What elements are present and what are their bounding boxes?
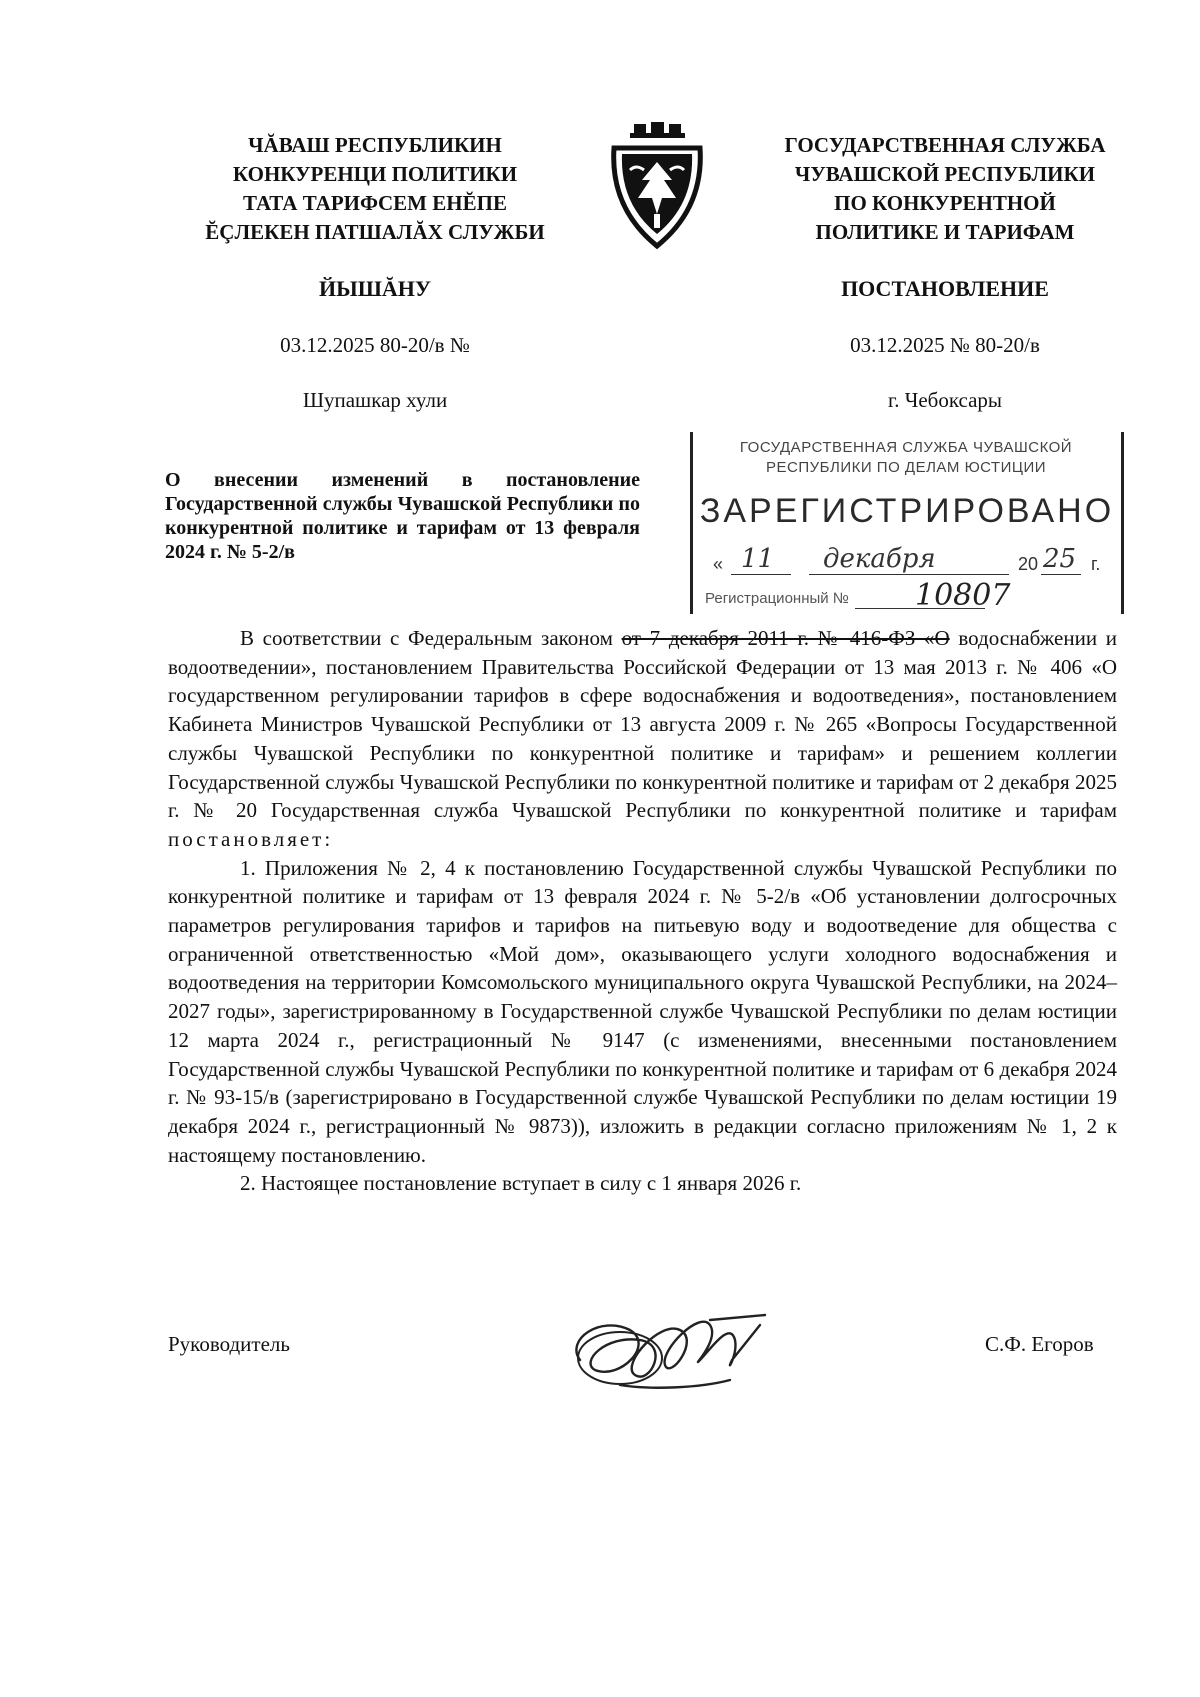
- stamp-date-year-prefix: 20: [1018, 554, 1039, 574]
- doc-date-russian: 03.12.2025 № 80-20/в: [850, 333, 1040, 357]
- stamp-registered-label: ЗАРЕГИСТРИРОВАНО: [699, 492, 1115, 530]
- city-chuvash: Шупашкар хули: [302, 388, 448, 412]
- header-right-line-1: ГОСУДАРСТВЕННАЯ СЛУЖБА: [784, 133, 1106, 157]
- city-russian: г. Чебоксары: [887, 388, 1003, 412]
- stamp-reg-label: Регистрационный №: [705, 590, 849, 607]
- stamp-date: [713, 544, 1113, 578]
- header-right-block: [740, 131, 1150, 247]
- stamp-org-line-1: ГОСУДАРСТВЕННАЯ СЛУЖБА ЧУВАШСКОЙ: [739, 439, 1073, 456]
- preamble-strikethrough: от 7 декабря 2011 г. № 416-ФЗ «О: [621, 626, 950, 650]
- doctype-chuvash: ЙЫШĂНУ: [318, 276, 432, 301]
- paragraph-item-1: 1. Приложения № 2, 4 к постановлению Государственной службы Чувашской Республики по конкурентной политике и тарифам от 13 февраля 2024 г. № 5-2/в «Об установлении долгосрочных параметров регулирования тарифов и тарифов на питьевую воду и водоотведение для общества с ограниченной ответственностью «Мой дом», оказывающего услуги холодного водоснабжения и водоотведения на территории Комсомольского муниципального округа Чувашской Республики, на 2024–2027 годы», зарегистрированному в Государственной службе Чувашской Республики по делам юстиции 12 марта 2024 г., регистрационный № 9147 (с изменениями, внесенными постановлением Государственной службы Чувашской Республики по конкурентной политике и тарифам от 6 декабря 2024 г. № 93-15/в (зарегистрировано в Государственной службе Чувашской Республики по делам юстиции 19 декабря 2024 г., регистрационный № 9873)), изложить в редакции согласно приложениям № 1, 2 к настоящему постановлению.: [168, 855, 1117, 1167]
- preamble-end: :: [324, 826, 331, 851]
- paragraph-preamble: [168, 624, 1117, 854]
- stamp-date-suffix: г.: [1091, 554, 1101, 574]
- stamp-day-underline: [731, 574, 791, 575]
- stamp-date-day: 11: [741, 544, 775, 574]
- handwritten-signature: [560, 1290, 780, 1400]
- stamp-date-month: декабря: [823, 544, 936, 574]
- stamp-organization: [701, 438, 1111, 478]
- preamble-rest: водоснабжении и водоотведении», постановлением Правительства Российской Федерации от 13 мая 2013 г. № 406 «О государственном регулировании тарифов в сфере водоснабжения и водоотведения», постановлением Кабинета Министров Чувашской Республики от 13 августа 2009 г. № 265 «Вопросы Государственной службы Чувашской Республики по конкурентной политике и тарифам» и решением коллегии Государственной службы Чувашской Республики по конкурентной политике и тарифам от 2 декабря 2025 г. № 20 Государственная служба Чувашской Республики по конкурентной политике и тарифам: [168, 626, 1117, 823]
- stamp-date-quote: «: [713, 554, 724, 574]
- preamble-start: В соответствии с Федеральным законом: [240, 626, 622, 650]
- header-left-line-1: ЧĂВАШ РЕСПУБЛИКИН: [248, 133, 502, 157]
- header-right-line-3: ПО КОНКУРЕНТНОЙ: [834, 191, 1056, 215]
- stamp-registration-number: [705, 578, 1105, 614]
- stamp-month-underline: [809, 574, 1009, 575]
- stamp-reg-number: 10807: [915, 578, 1011, 613]
- coat-of-arms-emblem-icon: [600, 118, 715, 258]
- signatory-name: С.Ф. Егоров: [985, 1332, 1094, 1356]
- stamp-org-line-2: РЕСПУБЛИКИ ПО ДЕЛАМ ЮСТИЦИИ: [765, 459, 1047, 476]
- header-left-line-2: КОНКУРЕНЦИ ПОЛИТИКИ: [232, 162, 518, 186]
- header-left-line-3: ТАТА ТАРИФСЕМ ЕНĔПЕ: [243, 191, 507, 215]
- header-right-line-4: ПОЛИТИКЕ И ТАРИФАМ: [815, 220, 1075, 244]
- document-title: О внесении изменений в постановление Государственной службы Чувашской Республики по конкурентной политике и тарифам от 13 февраля 2024 г. № 5-2/в: [165, 469, 640, 563]
- preamble-spaced-word: постановляет: [168, 826, 325, 851]
- stamp-year-underline: [1041, 574, 1081, 575]
- header-left-block: [165, 131, 585, 247]
- doctype-russian: ПОСТАНОВЛЕНИЕ: [841, 276, 1049, 301]
- registration-stamp: [690, 432, 1124, 614]
- header-right-line-2: ЧУВАШСКОЙ РЕСПУБЛИКИ: [794, 162, 1096, 186]
- header-left-line-4: ĔÇЛЕКЕН ПАТШАЛĂХ СЛУЖБИ: [205, 220, 545, 244]
- doc-date-chuvash: 03.12.2025 80-20/в №: [280, 333, 470, 357]
- signatory-position: Руководитель: [168, 1332, 290, 1356]
- document-body: [168, 624, 1117, 1198]
- stamp-date-year-suffix: 25: [1043, 544, 1077, 574]
- paragraph-item-2: 2. Настоящее постановление вступает в силу с 1 января 2026 г.: [240, 1171, 802, 1196]
